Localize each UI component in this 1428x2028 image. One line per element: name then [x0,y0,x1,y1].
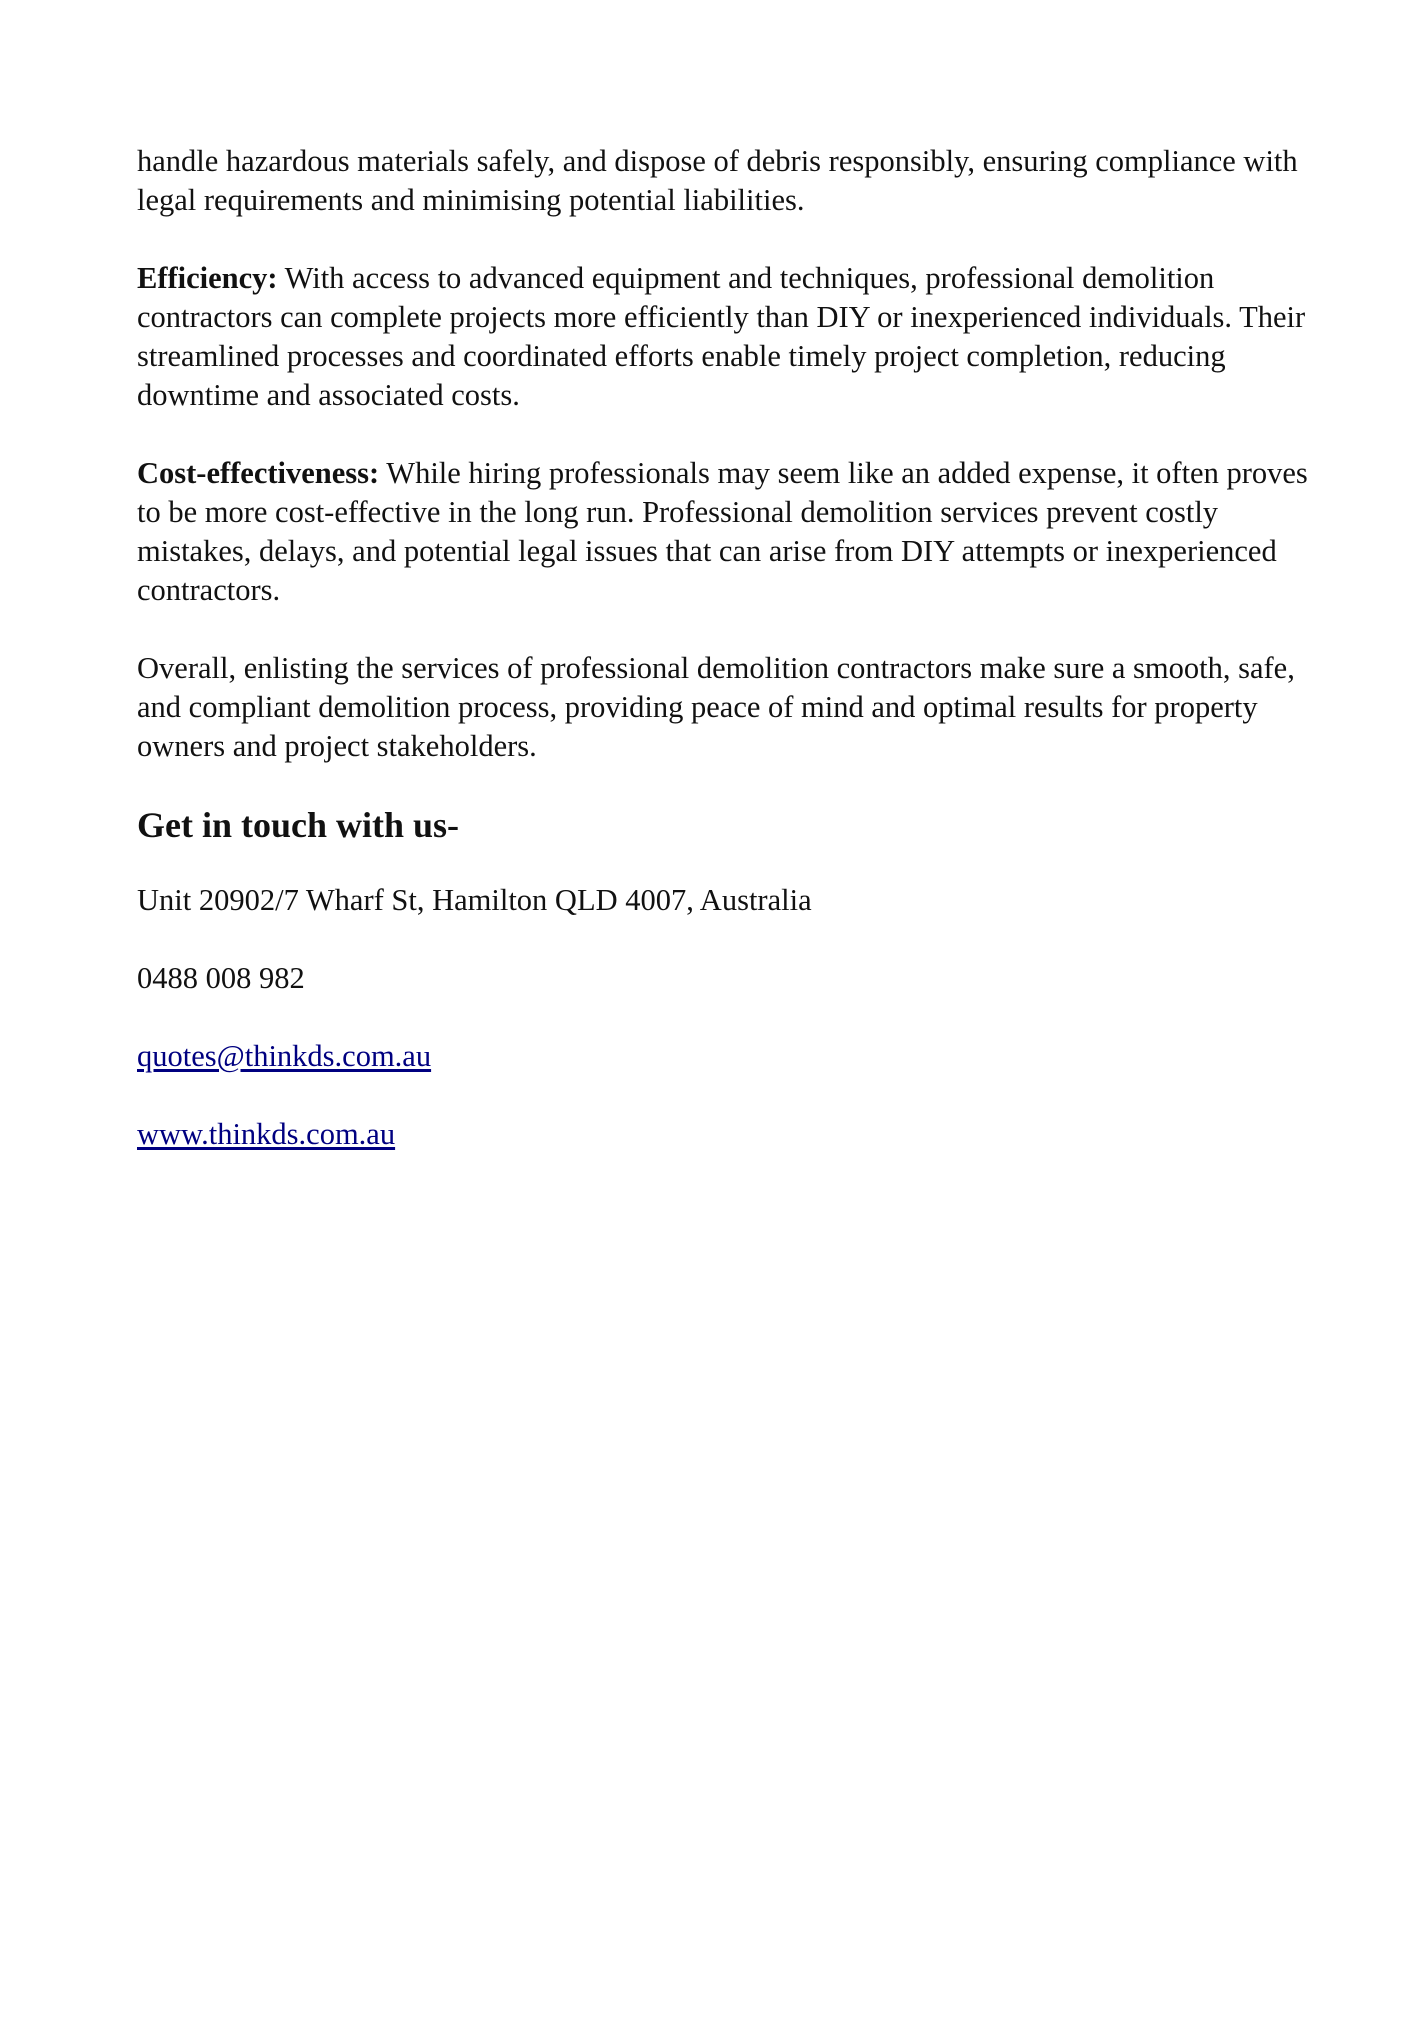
contact-heading: Get in touch with us- [137,805,460,845]
contact-website-line [137,1115,1317,1154]
cost-effectiveness-text: While hiring professionals may seem like an added expense, it often proves to be more cost-effective in the long run. Professional demolition services prevent costly mistakes, delays, and potential legal issues that can arise from DIY attempts or inexperienced contractors. [137,456,1308,607]
contact-phone: 0488 008 982 [137,961,305,995]
intro-paragraph: handle hazardous materials safely, and dispose of debris responsibly, ensuring compliance with legal requirements and minimising potential liabilities. [137,144,1298,217]
document-page [137,142,1317,1193]
contact-address: Unit 20902/7 Wharf St, Hamilton QLD 4007, Australia [137,883,812,917]
cost-effectiveness-paragraph [137,454,1317,610]
efficiency-text: With access to advanced equipment and techniques, professional demolition contractors can complete projects more efficiently than DIY or inexperienced individuals. Their streamlined processes and coordinated efforts enable timely project completion, reducing downtime and associated costs. [137,261,1306,412]
contact-email-line [137,1037,1317,1076]
overall-paragraph: Overall, enlisting the services of professional demolition contractors make sure a smooth, safe, and compliant demolition process, providing peace of mind and optimal results for property owners and project stakeholders. [137,651,1295,763]
efficiency-paragraph [137,259,1317,415]
efficiency-label: Efficiency: [137,261,278,295]
website-link[interactable]: www.thinkds.com.au [137,1117,396,1151]
email-link[interactable]: quotes@thinkds.com.au [137,1039,432,1073]
cost-effectiveness-label: Cost-effectiveness: [137,456,380,490]
